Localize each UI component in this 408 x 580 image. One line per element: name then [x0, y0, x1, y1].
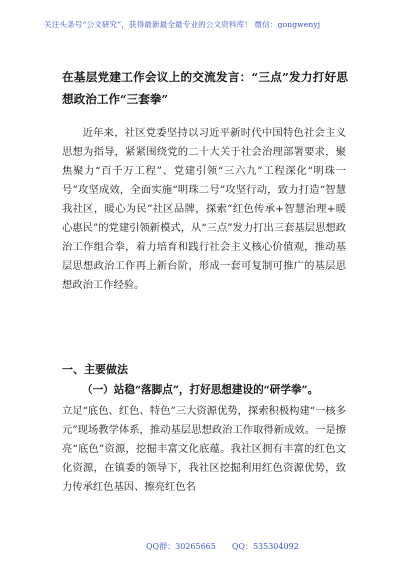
section-heading-main-practices: 一、主要做法	[62, 363, 128, 376]
document-title: 在基层党建工作会议上的交流发言：“三点”发力打好思想政治工作“三套拳”	[62, 70, 348, 106]
sub-heading-one: （一）站稳“落脚点”，打好思想建设的“研学拳”。	[82, 384, 319, 396]
intro-paragraph: 近年来，社区党委坚持以习近平新时代中国特色社会主义思想为指导，紧紧围绕党的二十大关于社会治理部署要求，聚焦聚力“百千万工程”、党建引领“三六九”工程深化“明珠一号”攻坚成效，全面实施“明珠二号”攻坚行动，致力打造“智慧我社区，暖心为民”社区品牌，探索“红色传承+智慧治理+暖心惠民”的党建引领新模式，从“三点”发力打出三套基层思想政治工作组合拳，着力培育和践行社会主义核心价值观，推动基层思想政治工作再上新台阶，形成一套可复制可推广的基层思想政治工作经验。	[62, 127, 346, 291]
body-paragraph-two: 立足“底色、红色、特色”三大资源优势，探索积极构建“一核多元”现场教学体系，推动基层思想政治工作取得新成效。一是擦亮“底色”资源，挖掘丰富文化底蕴。我社区拥有丰富的红色文化资源，在镇委的领导下，我社区挖掘利用红色资源优势，致力传承红色基因、擦亮红色名	[62, 405, 346, 493]
footer-contact-note: QQ群：30265665 QQ：535304092	[146, 542, 299, 551]
header-promo-note: 关注头条号“公文研究”，获得最新最全最专业的公文资料库！ 微信：gongwenyj	[44, 20, 321, 29]
